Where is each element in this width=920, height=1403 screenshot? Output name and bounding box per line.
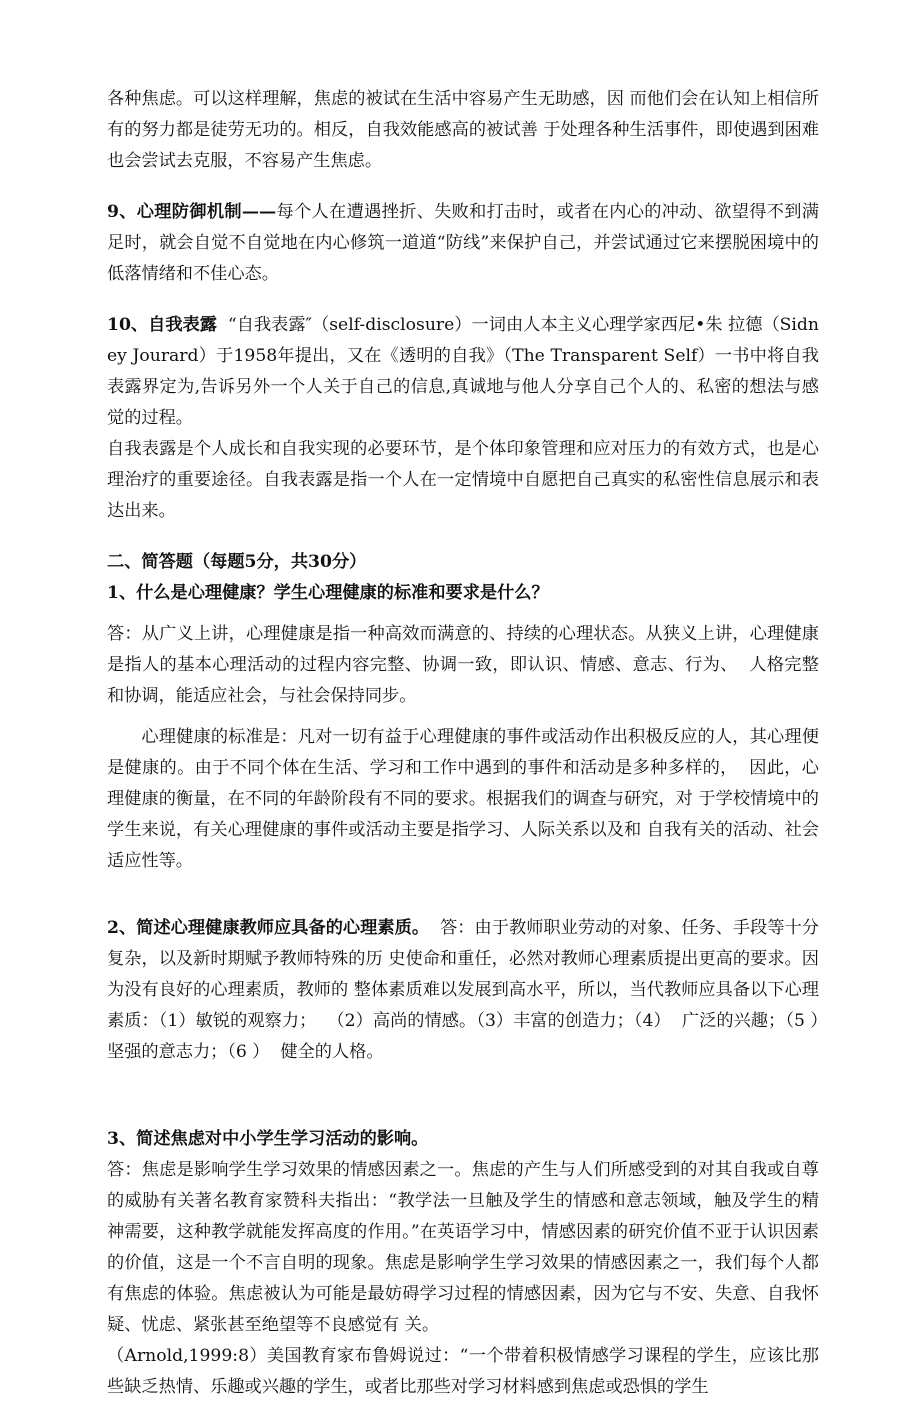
document-page [107,84,819,1403]
term-9-body: 每个人在遭遇挫折、失败和打击时，或者在内心的冲动、欲望得不到满足时，就会自觉不自觉地在内心修筑一道道“防线”来保护自己，并尝试通过它来摆脱困境中的低落情绪和不佳心态。 [107,202,819,284]
question-1-title: 1、什么是心理健康？学生心理健康的标准和要求是什么？ [107,583,549,603]
spacer [107,527,819,547]
question-3-answer: 答：焦虑是影响学生学习效果的情感因素之一。焦虑的产生与人们所感受到的对其自我或自尊的威胁有关著名教育家赞科夫指出：“教学法一旦触及学生的情感和意志领域，触及学生的精神需要，这种教学就能发挥高度的作用。”在英语学习中，情感因素的研究价值不亚于认识因素的价值，这是一个不言自明的现象。焦虑是影响学生学习效果的情感因素之一，我们每个人都有焦虑的体验。焦虑被认为可能是最妨碍学习过程的情感因素，因为它与不安、失意、自我怀疑、忧虑、紧张甚至绝望等不良感觉有 关。 [107,1160,819,1335]
spacer [107,290,819,310]
question-3-title: 3、简述焦虑对中小学生学习活动的影响。 [107,1129,429,1149]
term-10-paragraph [107,310,819,434]
term-10-title: 10、自我表露 [107,315,217,335]
term-10-body-continued: 自我表露是个人成长和自我实现的必要环节，是个体印象管理和应对压力的有效方式，也是心理治疗的重要途径。自我表露是指一个人在一定情境中自愿把自己真实的私密性信息展示和表达出来。 [107,439,819,521]
spacer [107,177,819,197]
spacer [107,877,819,913]
spacer [107,609,819,619]
question-1-standard: 心理健康的标准是：凡对一切有益于心理健康的事件或活动作出积极反应的人，其心理便是健康的。由于不同个体在生活、学习和工作中遇到的事件和活动是多种多样的， 因此，心理健康的衡量，在不同的年龄阶段有不同的要求。根据我们的调查与研究，对 于学校情境中的学生来说，有关心理健康的事件或活动主要是指学习、人际关系以及和 自我有关的活动、社会适应性等。 [107,727,819,871]
question-2-title: 2、简述心理健康教师应具备的心理素质。 [107,918,430,938]
spacer [107,712,819,722]
term-9-paragraph [107,197,819,290]
question-2-paragraph [107,913,819,1068]
question-1-answer: 答：从广义上讲，心理健康是指一种高效而满意的、持续的心理状态。从狭义上讲，心理健康是指人的基本心理活动的过程内容完整、协调一致，即认识、情感、意志、行为、 人格完整和协调，能适应社会，与社会保持同步。 [107,624,819,706]
term-9-title: 9、心理防御机制—— [107,202,277,222]
paragraph-anxiety-intro: 各种焦虑。可以这样理解，焦虑的被试在生活中容易产生无助感，因 而他们会在认知上相信所有的努力都是徒劳无功的。相反，自我效能感高的被试善 于处理各种生活事件，即使遇到困难也会尝试去克服，不容易产生焦虑。 [107,89,819,171]
spacer [107,1068,819,1104]
spacer [107,1104,819,1124]
term-10-body: “自我表露″（self-disclosure）一词由人本主义心理学家西尼•朱 拉德（Sidney Jourard）于1958年提出，又在《透明的自我》（The Transparent Self）一书中将自我表露界定为,告诉另外一个人关于自己的信息,真诚地与他人分享自己个人的、私密的想法与感觉的过程。 [107,315,819,428]
question-2-answer: 答：由于教师职业劳动的对象、任务、手段等十分复杂，以及新时期赋予教师特殊的历 史使命和重任，必然对教师心理素质提出更高的要求。因为没有良好的心理素质，教师的 整体素质难以发展到高水平，所以，当代教师应具备以下心理素质：（1）敏锐的观察力； （2）高尚的情感。（3）丰富的创造力；（4） 广泛的兴趣；（5 ）坚强的意志力；（6 ） 健全的人格。 [107,918,819,1062]
section-2-heading: 二、简答题（每题5分，共30分） [107,552,367,572]
question-3-answer-continued: （Arnold,1999:8）美国教育家布鲁姆说过：“一个带着积极情感学习课程的学生，应该比那些缺乏热情、乐趣或兴趣的学生，或者比那些对学习材料感到焦虑或恐惧的学生 [107,1346,819,1397]
